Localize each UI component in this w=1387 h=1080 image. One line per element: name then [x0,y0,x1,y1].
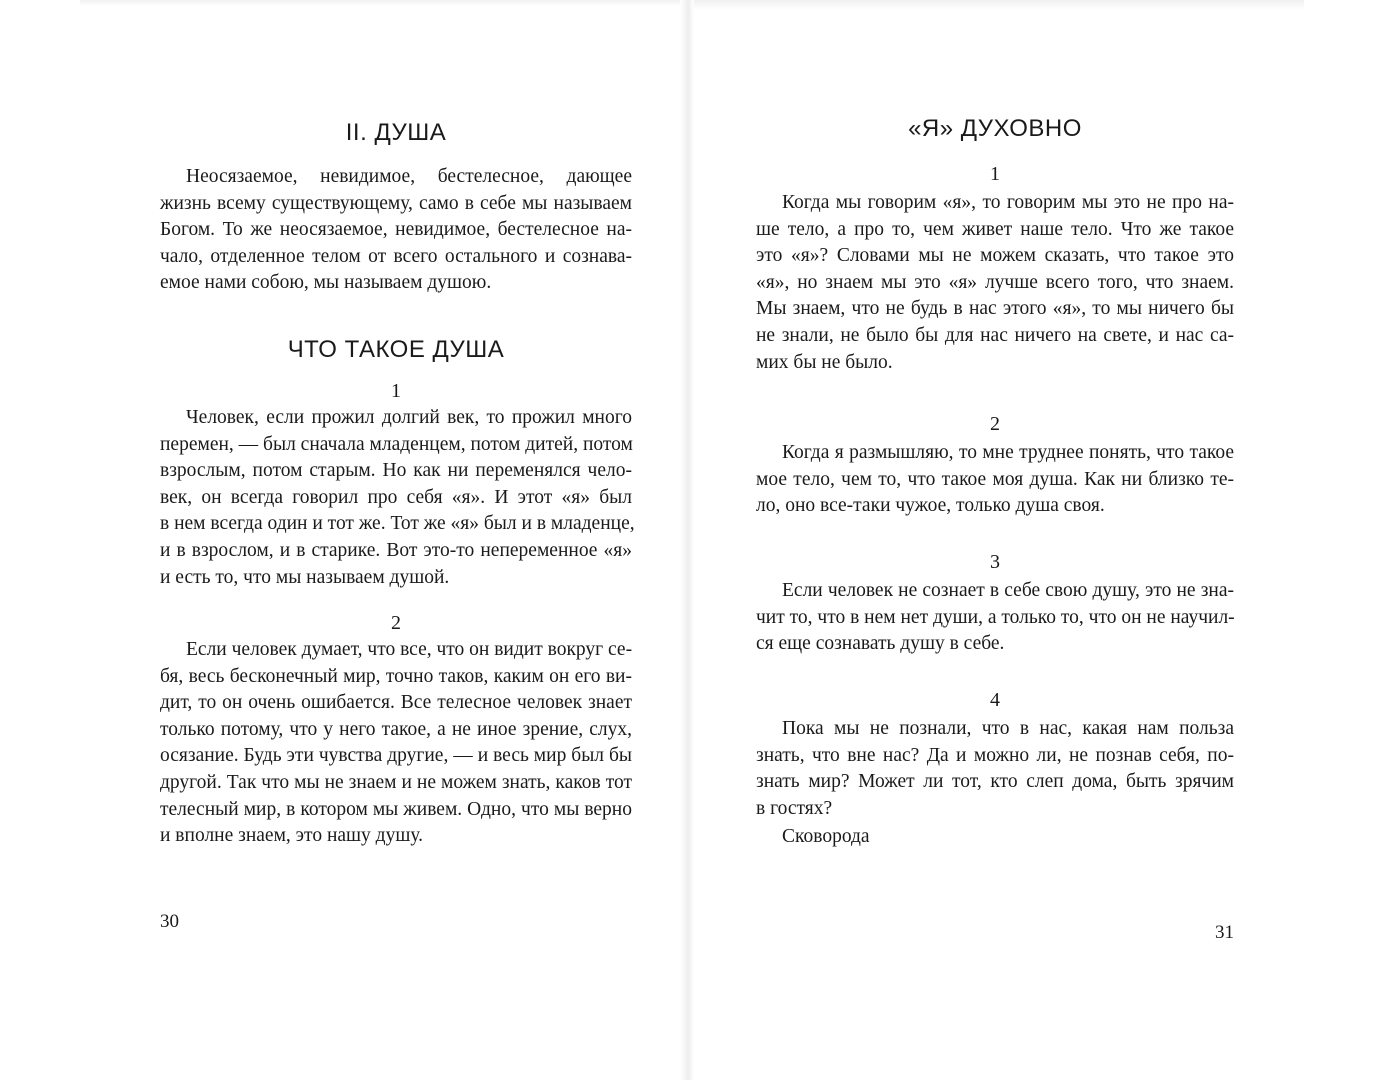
text-line: в гостях? [756,797,833,819]
section-paragraph [756,578,1234,658]
section-number: 3 [990,551,1000,573]
text-line: Человек, если прожил долгий век, то прожил много [186,407,632,428]
right-page [756,0,1234,1080]
text-line: «я», но знаем мы это «я» лучше всего того, что знаем. [756,271,1234,293]
text-line: мих бы не было. [756,351,893,373]
text-line: Неосязаемое, невидимое, бестелесное, дающее [186,166,632,187]
text-line: дит, то он очень ошибается. Все телесное человек знает [160,692,632,714]
page-number: 31 [1215,922,1234,943]
section-number: 4 [990,689,1000,711]
intro-paragraph [160,164,632,297]
text-line: ше тело, а про то, чем живет наше тело. Что же такое [756,218,1234,240]
text-line: Пока мы не познали, что в нас, какая нам польза [782,718,1234,739]
text-line: век, он всегда говорил про себя «я». И этот «я» был [160,486,632,508]
text-line: взрослым, потом старым. Но как ни переменялся чело- [160,460,632,482]
section-paragraph [756,716,1234,822]
section-number: 2 [990,413,1000,435]
text-line: и есть то, что мы называем душой. [160,566,450,588]
section-paragraph [756,440,1234,520]
text-line: чит то, что в нем нет души, а только то, что он не научил- [756,606,1235,628]
text-line: бя, весь бесконечный мир, точно таков, каким он его ви- [160,665,632,687]
text-line: другой. Так что мы не знаем и не можем знать, каков тот [160,771,632,793]
text-line: не знали, не было бы для нас ничего на свете, и нас са- [756,324,1234,346]
text-line: ло, оно все-таки чужое, только душа своя. [756,495,1105,517]
text-line: Если человек не сознает в себе свою душу, это не зна- [782,580,1234,601]
text-line: знать, что вне нас? Да и можно ли, не познав себя, по- [756,744,1234,766]
text-line: Когда мы говорим «я», то говорим мы это не про на- [782,192,1234,213]
book-gutter [680,0,694,1080]
text-line: мое тело, чем то, что такое моя душа. Как ни близко те- [756,468,1234,490]
text-line: осязание. Будь эти чувства другие, — и весь мир был бы [160,745,632,767]
section-title: II. ДУША [345,119,447,146]
section-number: 1 [990,163,1000,185]
text-line: и вполне знаем, это нашу душу. [160,825,424,847]
text-line: емое нами собою, мы называем душою. [160,272,492,294]
page-number: 30 [160,911,179,932]
text-line: Когда я размышляю, то мне труднее понять, что такое [782,442,1234,463]
text-line: чало, отделенное телом от всего остального и сознава- [160,245,632,267]
text-line: и в взрослом, и в старике. Вот это-то непеременное «я» [160,539,632,561]
text-line: в нем всегда один и тот же. Тот же «я» был и в младенце, [160,513,635,535]
text-line: ся еще сознавать душу в себе. [756,633,1005,655]
text-line: Мы знаем, что не будь в нас этого «я», то мы ничего бы [756,298,1234,320]
text-line: телесный мир, в котором мы живем. Одно, что мы верно [160,798,632,820]
section-title: «Я» ДУХОВНО [908,115,1082,142]
text-line: только потому, что у него такое, а не иное зрение, слух, [160,718,632,740]
subsection-title: ЧТО ТАКОЕ ДУША [287,336,505,363]
left-page [160,0,635,1080]
text-line: это «я»? Словами мы не можем сказать, что такое это [756,245,1234,267]
section-paragraph [756,190,1234,376]
text-line: Богом. То же неосязаемое, невидимое, бестелесное на- [160,219,632,241]
text-line: перемен, — был сначала младенцем, потом дитей, потом [160,433,633,455]
section-paragraph [160,405,635,591]
text-line: Если человек думает, что все, что он видит вокруг се- [186,639,633,660]
text-line: жизнь всему существующему, само в себе мы называем [160,192,632,214]
section-paragraph [160,637,632,850]
attribution: Сковорода [782,826,870,847]
section-number: 1 [391,380,401,402]
text-line: знать мир? Может ли тот, кто слеп дома, быть зрячим [756,771,1234,793]
section-number: 2 [391,612,401,634]
